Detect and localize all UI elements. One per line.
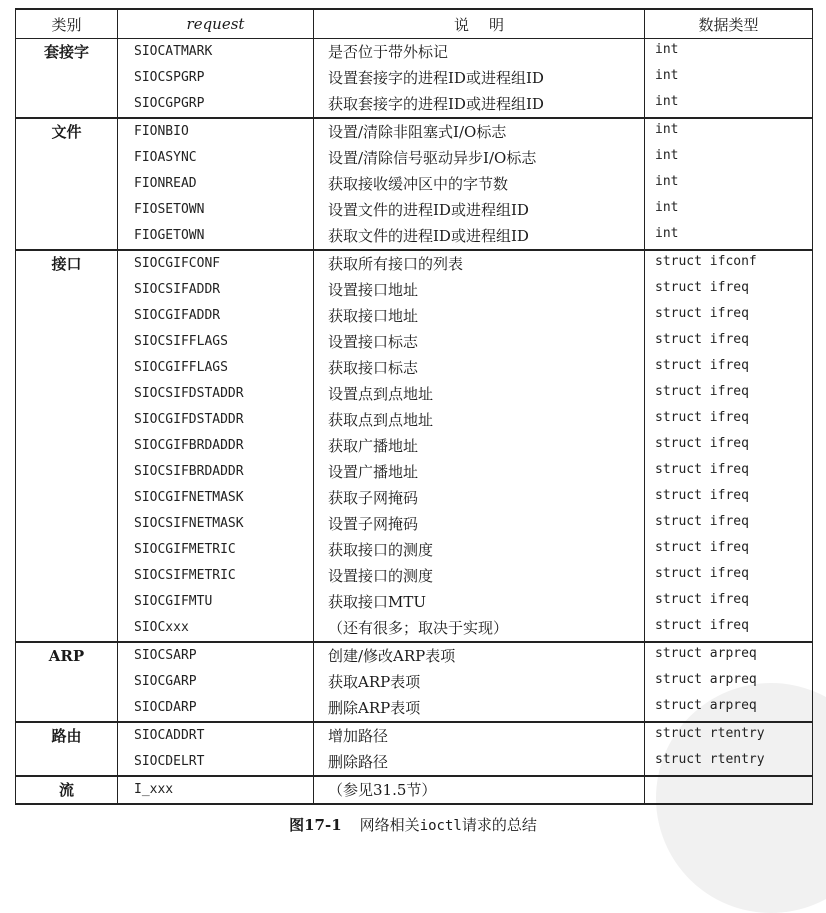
header-data-type: 数据类型 [645,9,813,39]
data-type-cell [645,776,813,804]
request-cell: SIOCDARP [118,695,314,722]
caption-text-before: 网络相关 [359,816,420,834]
category-cell [16,485,118,511]
description-cell: 设置接口地址 [314,277,645,303]
request-cell: SIOCSARP [118,642,314,669]
description-cell: 获取子网掩码 [314,485,645,511]
data-type-cell: struct ifreq [645,589,813,615]
category-cell [16,197,118,223]
description-cell: （还有很多；取决于实现） [314,615,645,642]
description-cell: 设置接口标志 [314,329,645,355]
request-cell: SIOCSIFFLAGS [118,329,314,355]
category-cell [16,355,118,381]
data-type-cell: struct ifreq [645,329,813,355]
description-cell: 增加路径 [314,722,645,749]
caption-code: ioctl [419,818,462,834]
table-row [16,223,813,250]
category-cell [16,329,118,355]
category-cell: 路由 [16,722,118,749]
request-cell: SIOCGPGRP [118,91,314,118]
caption-number: 图17-1 [289,816,342,834]
request-cell: FIOSETOWN [118,197,314,223]
table-row [16,91,813,118]
category-cell [16,65,118,91]
category-cell [16,537,118,563]
data-type-cell: int [645,65,813,91]
request-cell: FIONREAD [118,171,314,197]
table-row [16,381,813,407]
request-cell: SIOCSPGRP [118,65,314,91]
table-row [16,459,813,485]
description-cell: 获取套接字的进程ID或进程组ID [314,91,645,118]
description-cell: 获取点到点地址 [314,407,645,433]
description-cell: 设置广播地址 [314,459,645,485]
description-cell: 设置接口的测度 [314,563,645,589]
table-row [16,407,813,433]
description-cell: 设置/清除非阻塞式I/O标志 [314,118,645,145]
data-type-cell: struct rtentry [645,722,813,749]
table-row [16,355,813,381]
header-description: 说明 [314,9,645,39]
category-cell: 接口 [16,250,118,277]
request-cell: SIOCDELRT [118,749,314,776]
description-cell: 设置子网掩码 [314,511,645,537]
category-cell [16,669,118,695]
request-cell: SIOCGIFMTU [118,589,314,615]
table-row [16,722,813,749]
table-row [16,303,813,329]
description-cell: 获取ARP表项 [314,669,645,695]
request-cell: SIOCSIFNETMASK [118,511,314,537]
description-cell: 获取广播地址 [314,433,645,459]
category-cell: 套接字 [16,39,118,66]
data-type-cell: struct arpreq [645,642,813,669]
data-type-cell: struct ifreq [645,511,813,537]
description-cell: 获取接口MTU [314,589,645,615]
request-cell: SIOCGIFDSTADDR [118,407,314,433]
description-cell: 获取接口的测度 [314,537,645,563]
ioctl-summary-table [15,8,813,805]
description-cell: 获取接收缓冲区中的字节数 [314,171,645,197]
description-cell: 设置文件的进程ID或进程组ID [314,197,645,223]
data-type-cell: int [645,118,813,145]
category-cell [16,277,118,303]
data-type-cell: struct ifreq [645,537,813,563]
description-cell: 设置套接字的进程ID或进程组ID [314,65,645,91]
data-type-cell: int [645,223,813,250]
table-row [16,197,813,223]
table-row [16,669,813,695]
data-type-cell: struct ifreq [645,563,813,589]
data-type-cell: struct ifreq [645,407,813,433]
category-cell [16,589,118,615]
category-cell [16,563,118,589]
request-cell: SIOCGIFNETMASK [118,485,314,511]
category-cell [16,695,118,722]
table-row [16,171,813,197]
data-type-cell: int [645,39,813,66]
table-row [16,589,813,615]
data-type-cell: int [645,171,813,197]
category-cell [16,303,118,329]
data-type-cell: int [645,91,813,118]
table-row [16,39,813,66]
table-body [16,39,813,805]
table-row [16,642,813,669]
data-type-cell: struct rtentry [645,749,813,776]
data-type-cell: struct ifconf [645,250,813,277]
request-cell: SIOCxxx [118,615,314,642]
description-cell: 是否位于带外标记 [314,39,645,66]
description-cell: 设置/清除信号驱动异步I/O标志 [314,145,645,171]
description-cell: 获取接口地址 [314,303,645,329]
data-type-cell: struct arpreq [645,669,813,695]
table-row [16,615,813,642]
data-type-cell: struct ifreq [645,381,813,407]
request-cell: SIOCSIFMETRIC [118,563,314,589]
header-category: 类别 [16,9,118,39]
table-row [16,433,813,459]
description-cell: 获取所有接口的列表 [314,250,645,277]
data-type-cell: int [645,145,813,171]
table-row [16,485,813,511]
description-cell: 创建/修改ARP表项 [314,642,645,669]
data-type-cell: int [645,197,813,223]
table-row [16,563,813,589]
table-row [16,250,813,277]
category-cell [16,433,118,459]
data-type-cell: struct ifreq [645,355,813,381]
table-row [16,329,813,355]
category-cell [16,223,118,250]
category-cell [16,749,118,776]
category-cell [16,407,118,433]
request-cell: SIOCGIFADDR [118,303,314,329]
category-cell: 流 [16,776,118,804]
request-cell: SIOCATMARK [118,39,314,66]
request-cell: FIOASYNC [118,145,314,171]
table-row [16,537,813,563]
request-cell: FIOGETOWN [118,223,314,250]
header-request: request [118,9,314,39]
request-cell: SIOCGIFCONF [118,250,314,277]
request-cell: SIOCGIFFLAGS [118,355,314,381]
request-cell: SIOCSIFBRDADDR [118,459,314,485]
data-type-cell: struct arpreq [645,695,813,722]
request-cell: SIOCGIFMETRIC [118,537,314,563]
request-cell: SIOCGIFBRDADDR [118,433,314,459]
category-cell [16,511,118,537]
table-row [16,118,813,145]
request-cell: SIOCGARP [118,669,314,695]
table-row [16,65,813,91]
data-type-cell: struct ifreq [645,615,813,642]
category-cell [16,91,118,118]
description-cell: 设置点到点地址 [314,381,645,407]
request-cell: SIOCSIFADDR [118,277,314,303]
description-cell: 获取接口标志 [314,355,645,381]
category-cell [16,171,118,197]
description-cell: 获取文件的进程ID或进程组ID [314,223,645,250]
data-type-cell: struct ifreq [645,303,813,329]
category-cell [16,381,118,407]
category-cell: ARP [16,642,118,669]
request-cell: SIOCSIFDSTADDR [118,381,314,407]
table-row [16,749,813,776]
table-header-row [16,9,813,39]
data-type-cell: struct ifreq [645,459,813,485]
description-cell: 删除路径 [314,749,645,776]
data-type-cell: struct ifreq [645,433,813,459]
request-cell: FIONBIO [118,118,314,145]
description-cell: （参见31.5节） [314,776,645,804]
table-row [16,277,813,303]
data-type-cell: struct ifreq [645,277,813,303]
category-cell [16,145,118,171]
category-cell: 文件 [16,118,118,145]
data-type-cell: struct ifreq [645,485,813,511]
figure-caption [0,814,826,835]
category-cell [16,615,118,642]
description-cell: 删除ARP表项 [314,695,645,722]
request-cell: I_xxx [118,776,314,804]
category-cell [16,459,118,485]
table-row [16,511,813,537]
caption-text-after: 请求的总结 [461,816,537,834]
table-row [16,145,813,171]
table-row [16,776,813,804]
request-cell: SIOCADDRT [118,722,314,749]
table-row [16,695,813,722]
